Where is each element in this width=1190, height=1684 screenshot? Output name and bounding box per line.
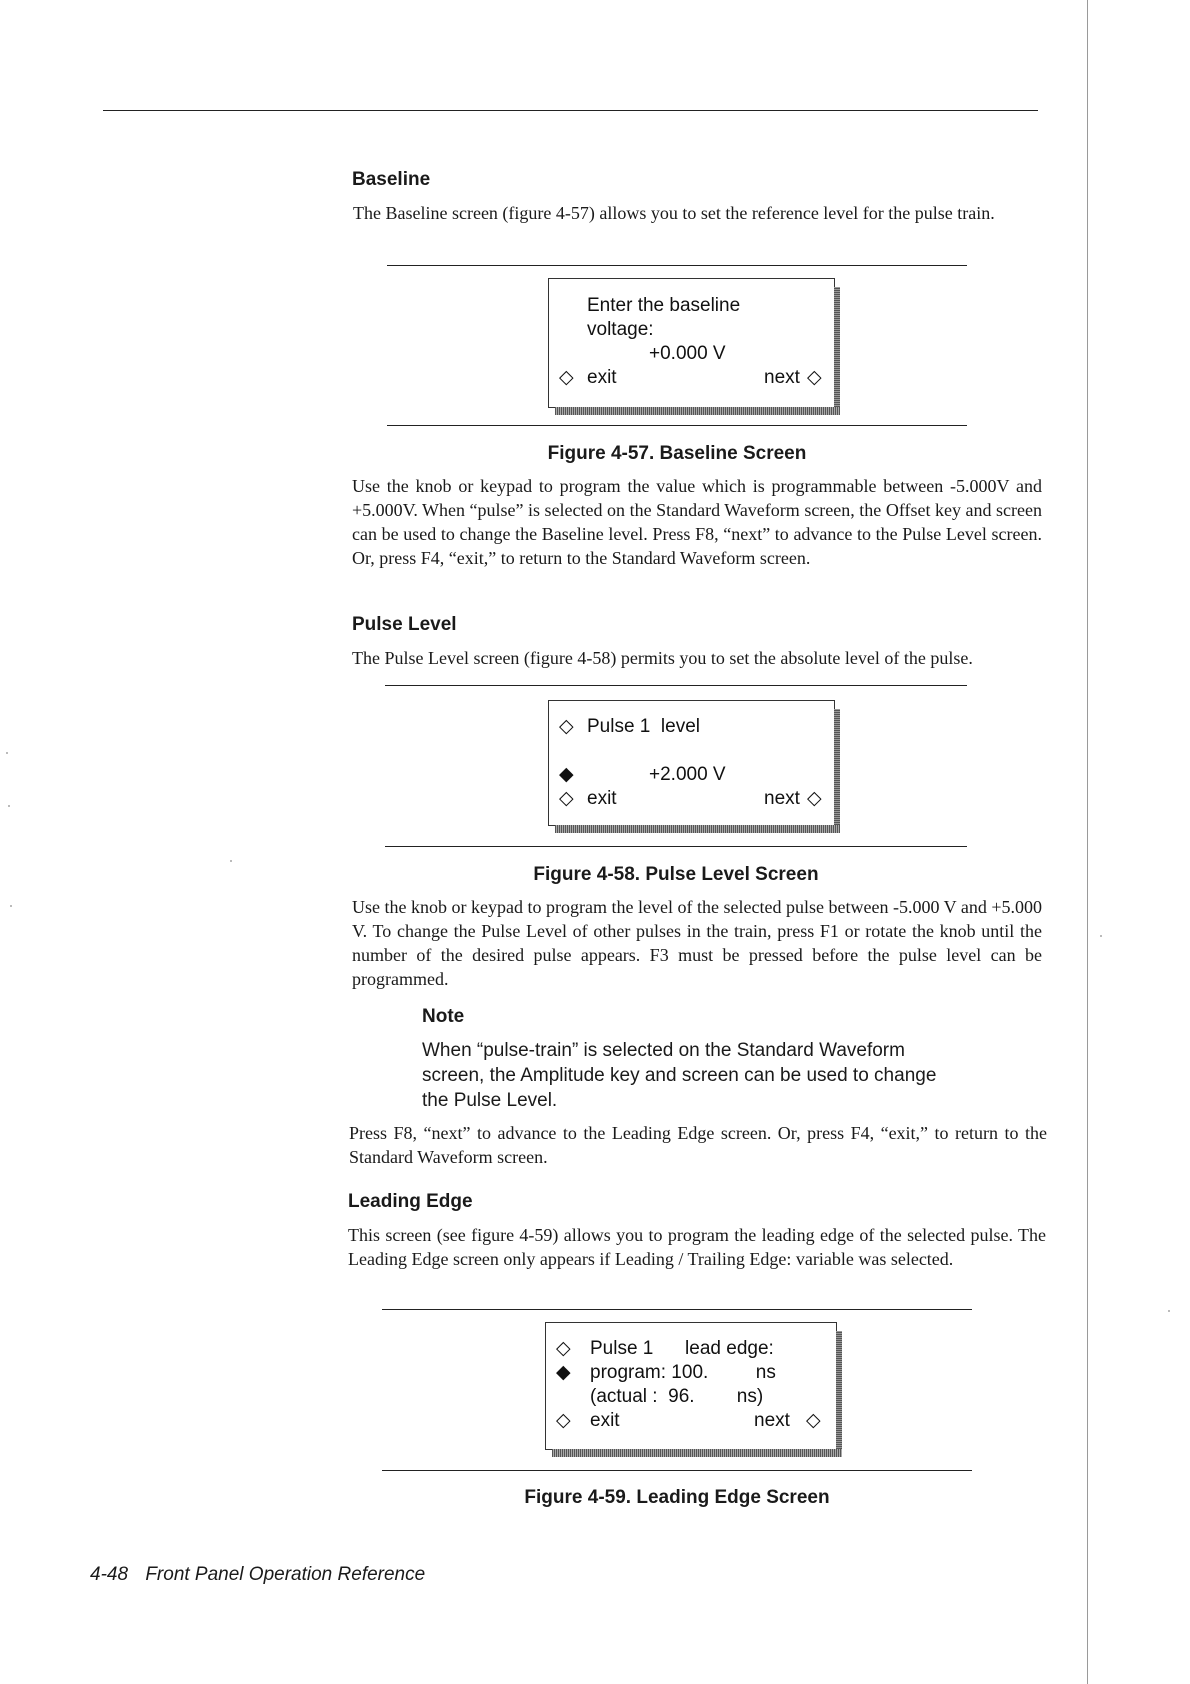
pulse-level-screen-line1: Pulse 1 level	[587, 716, 701, 737]
figure-4-57-caption: Figure 4-57. Baseline Screen	[547, 443, 807, 464]
scan-speck	[1100, 935, 1102, 937]
baseline-screen	[548, 278, 835, 408]
screen-shadow-bottom	[552, 1449, 842, 1457]
screen-shadow-right	[834, 287, 840, 413]
baseline-screen-line1: Enter the baseline	[587, 295, 741, 316]
leading-edge-screen-line2: program: 100. ns	[590, 1362, 776, 1383]
pulse-level-body: Use the knob or keypad to program the level of the selected pulse between -5.000 V and +5.000 V. To change the Pulse Level of other pulses in the train, press F1 or rotate the knob until the number of the desired pulse appears. F3 must be pressed before the pulse level can be programmed.	[352, 897, 1042, 989]
pulse-level-screen-exit: exit	[587, 788, 617, 809]
pulse-level-heading: Pulse Level	[352, 614, 457, 635]
exit-diamond-icon: ◇	[559, 367, 574, 388]
leading-edge-screen-next: next	[754, 1410, 790, 1431]
footer-title: Front Panel Operation Reference	[145, 1564, 426, 1585]
program-filled-diamond-icon: ◆	[556, 1362, 571, 1383]
scan-speck	[6, 752, 8, 754]
page-number: 4-48	[90, 1564, 129, 1585]
leading-edge-screen	[545, 1322, 837, 1450]
figure-4-58-caption: Figure 4-58. Pulse Level Screen	[533, 864, 819, 885]
page-edge	[1087, 0, 1088, 1684]
note-body: When “pulse-train” is selected on the Standard Waveform screen, the Amplitude key and screen can be used to change the Pulse Level.	[422, 1040, 937, 1111]
page-footer	[90, 1564, 425, 1586]
screen-shadow-bottom	[555, 407, 840, 415]
pulse-level-after-note: Press F8, “next” to advance to the Leading Edge screen. Or, press F4, “exit,” to return to the Standard Waveform screen.	[349, 1123, 1047, 1167]
pulse-level-screen-value: +2.000 V	[649, 764, 726, 785]
scan-speck	[8, 805, 10, 807]
next-diamond-icon: ◇	[807, 788, 822, 809]
figure-4-59-caption: Figure 4-59. Leading Edge Screen	[524, 1487, 830, 1508]
leading-edge-screen-line1: Pulse 1 lead edge:	[590, 1338, 774, 1359]
scan-speck	[230, 860, 232, 862]
baseline-heading: Baseline	[352, 169, 431, 190]
figure-4-59-bottom-rule	[382, 1470, 972, 1471]
leading-edge-screen-exit: exit	[590, 1410, 620, 1431]
screen-shadow-right	[834, 709, 840, 831]
screen-shadow-bottom	[555, 825, 840, 833]
figure-4-58-bottom-rule	[385, 846, 967, 847]
figure-4-57-bottom-rule	[387, 425, 967, 426]
pulse-select-diamond-icon: ◇	[556, 1338, 571, 1359]
pulse-level-screen	[548, 700, 835, 826]
program-filled-diamond-icon: ◆	[559, 764, 574, 785]
figure-4-59-top-rule	[382, 1309, 972, 1310]
next-diamond-icon: ◇	[806, 1410, 821, 1431]
next-diamond-icon: ◇	[807, 367, 822, 388]
figure-4-57-top-rule	[387, 265, 967, 266]
leading-edge-screen-line3: (actual : 96. ns)	[590, 1386, 764, 1407]
pulse-level-screen-next: next	[764, 788, 800, 809]
pulse-select-diamond-icon: ◇	[559, 716, 574, 737]
top-rule	[103, 110, 1038, 111]
exit-diamond-icon: ◇	[556, 1410, 571, 1431]
figure-4-58-top-rule	[385, 685, 967, 686]
scan-speck	[10, 905, 12, 907]
leading-edge-intro: This screen (see figure 4-59) allows you to program the leading edge of the selected pulse. The Leading Edge screen only appears if Leading / Trailing Edge: variable was selected.	[348, 1225, 1046, 1269]
exit-diamond-icon: ◇	[559, 788, 574, 809]
screen-shadow-right	[836, 1331, 842, 1455]
baseline-screen-exit: exit	[587, 367, 617, 388]
baseline-screen-line2: voltage:	[587, 319, 654, 340]
note-heading: Note	[422, 1006, 465, 1027]
leading-edge-heading: Leading Edge	[348, 1191, 473, 1212]
baseline-screen-value: +0.000 V	[649, 343, 726, 364]
baseline-body: Use the knob or keypad to program the value which is programmable between -5.000V and +5.000V. When “pulse” is selected on the Standard Waveform screen, the Offset key and screen can be used to change the Baseline level. Press F8, “next” to advance to the Pulse Level screen. Or, press F4, “exit,” to return to the Standard Waveform screen.	[352, 476, 1042, 568]
pulse-level-intro: The Pulse Level screen (figure 4-58) permits you to set the absolute level of the pulse.	[352, 648, 973, 668]
baseline-screen-next: next	[764, 367, 800, 388]
scan-speck	[1168, 1310, 1170, 1312]
baseline-intro: The Baseline screen (figure 4-57) allows you to set the reference level for the pulse train.	[353, 203, 995, 223]
